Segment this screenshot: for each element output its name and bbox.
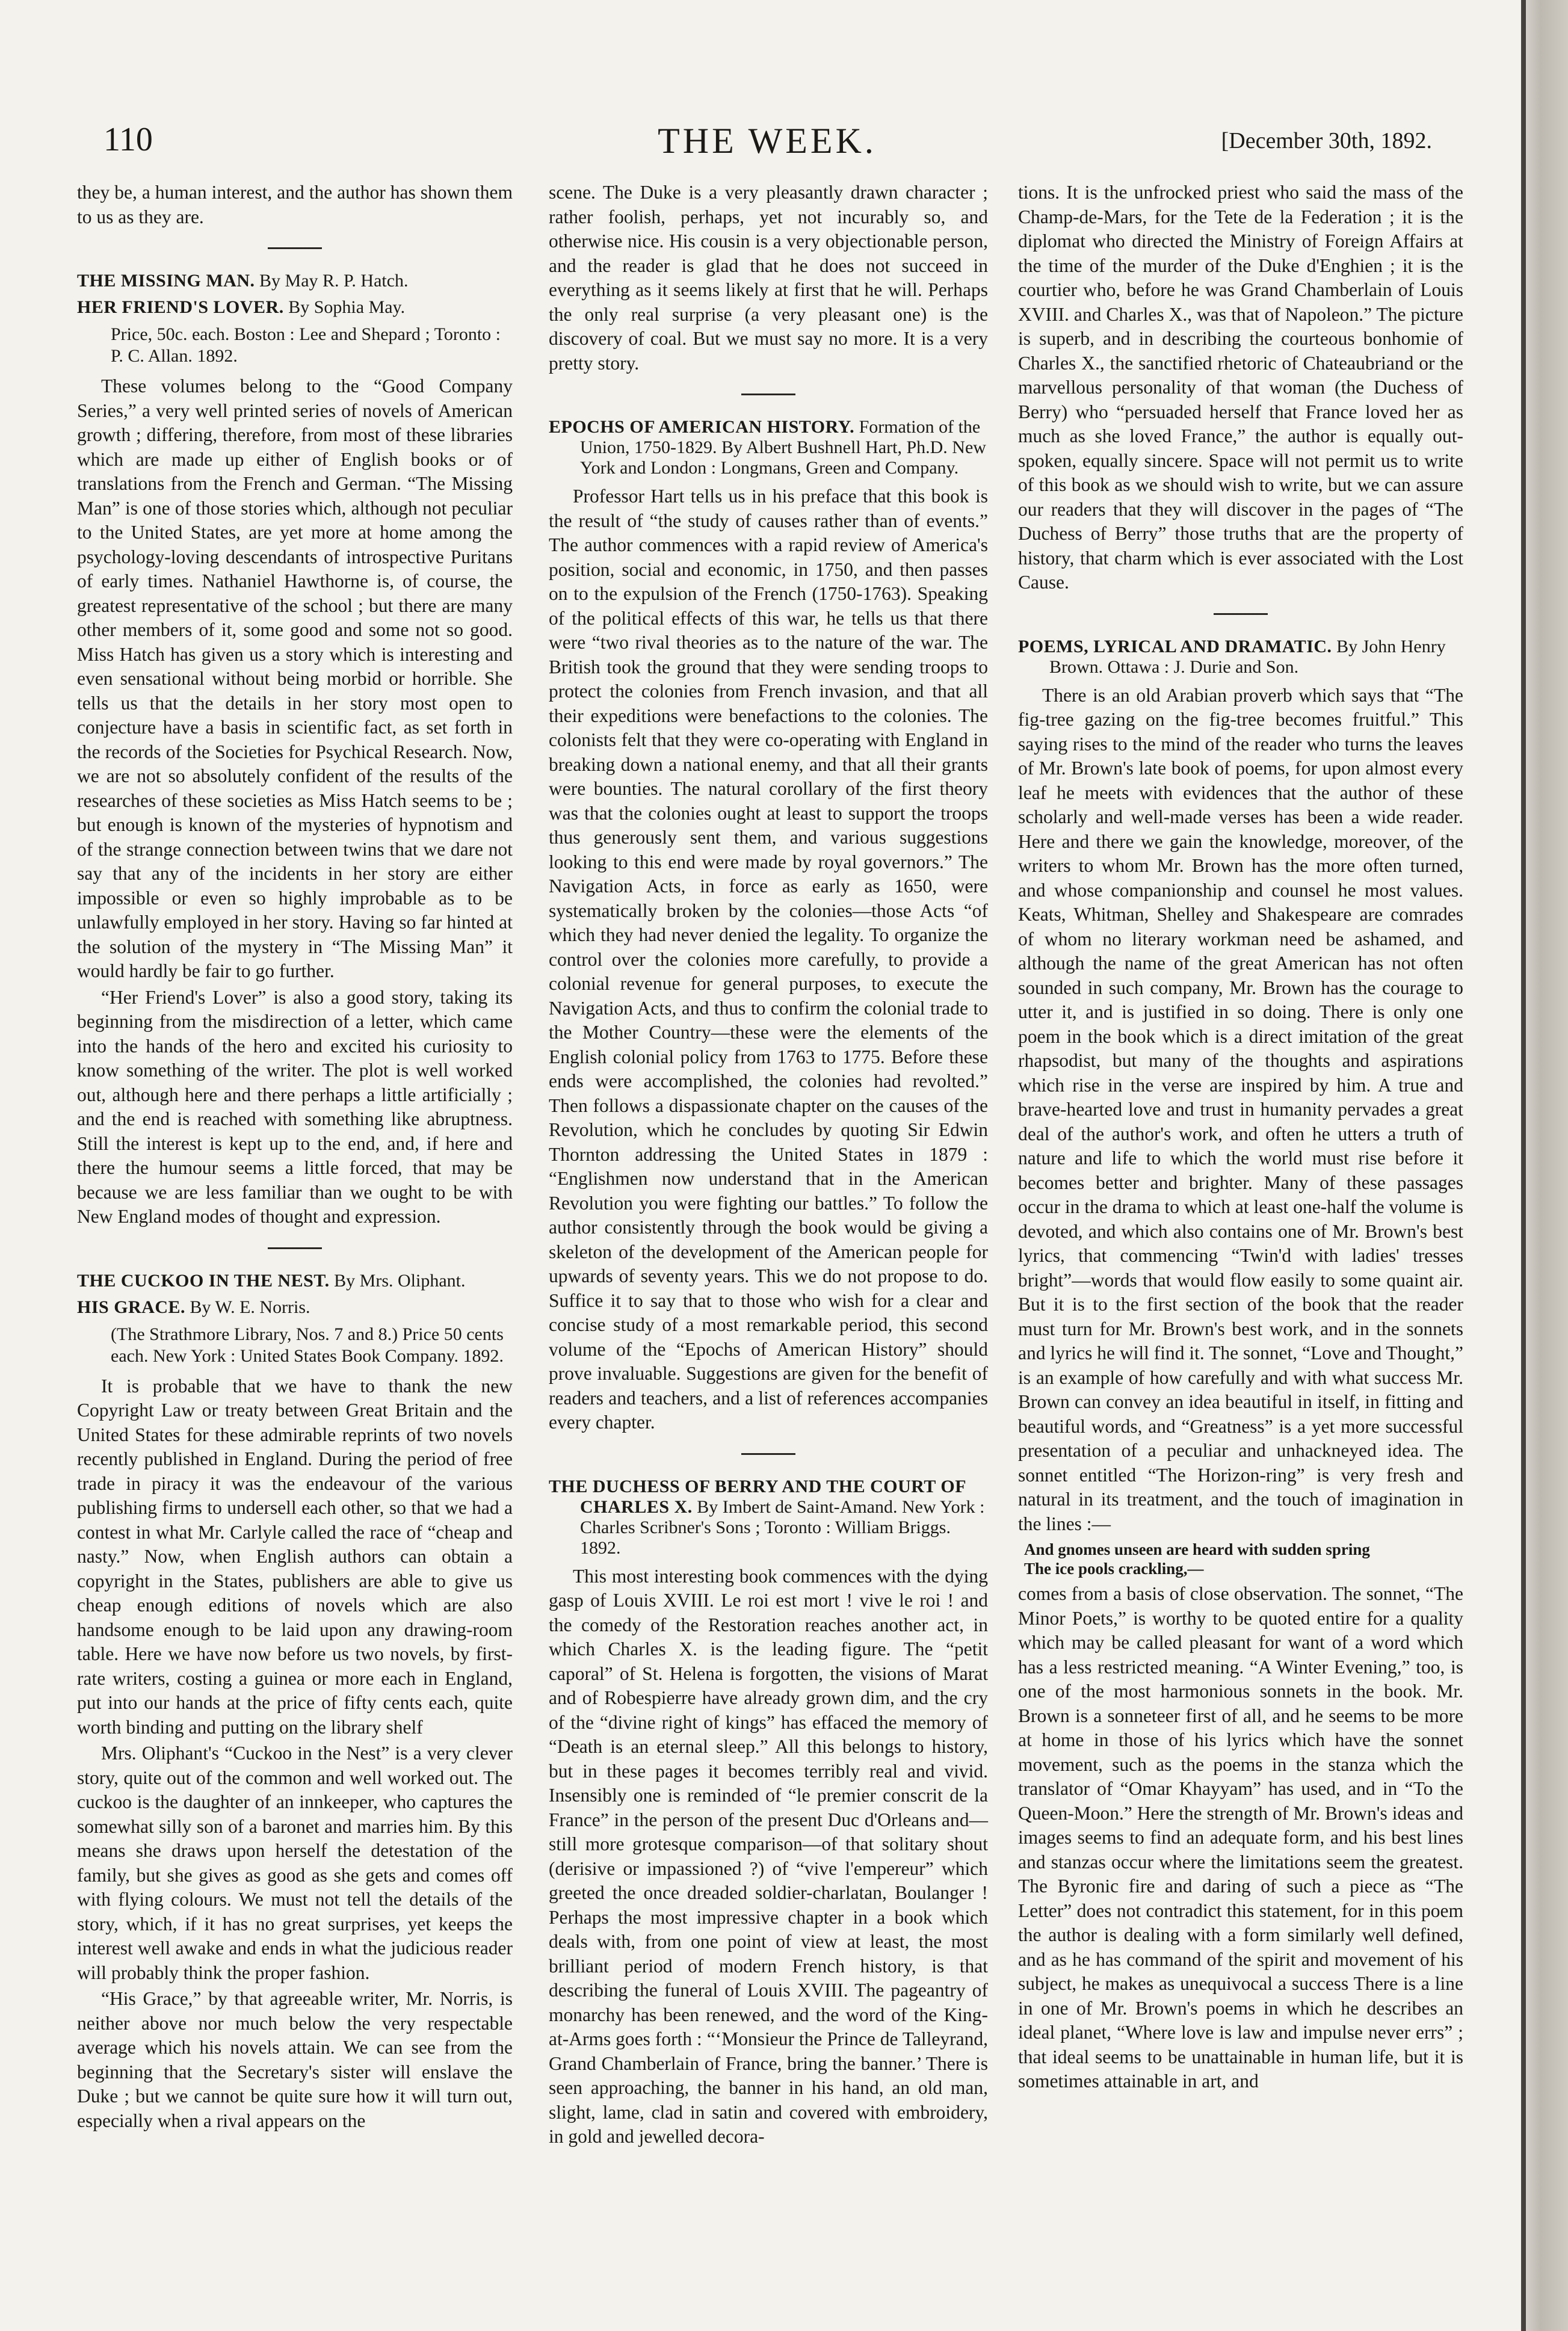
book-author: By Sophia May. bbox=[288, 297, 406, 317]
journal-title: THE WEEK. bbox=[658, 121, 877, 161]
book-title: POEMS, LYRICAL AND DRAMATIC. bbox=[1018, 636, 1332, 656]
column-left bbox=[77, 181, 513, 2135]
book-title: HER FRIEND'S LOVER. bbox=[77, 297, 284, 317]
paragraph: These volumes belong to the “Good Company Series,” a very well printed series of novels of American growth ; differing, therefore, from most of these libraries which are made up either of English books or of translations from the French and German. “The Missing Man” is one of those stories which, although not peculiar to the United States, are yet more at home among the psychology-loving descendants of introspective Puritans of early times. Nathaniel Hawthorne is, of course, the greatest representative of the school ; but there are many other members of it, some good and some not so good. Miss Hatch has given us a story which is interesting and even sensational without being morbid or horrible. She tells us that the details in her story most open to conjecture have a basis in scientific fact, as set forth in the records of the Societies for Psychical Research. Now, we are not so absolutely confident of the results of the researches of these societies as Miss Hatch seems to be ; but enough is known of the mysteries of hypnotism and of the strange connection between twins that we dare not say that any of the incidents in her story are either impossible or even so highly improbable as to be unlawfully employed in her story. Having so far hinted at the solution of the mystery in “The Missing Man” it would hardly be fair to go further. bbox=[77, 375, 513, 981]
paragraph: It is probable that we have to thank the new Copyright Law or treaty between Great Britain and the United States for these admirable reprints of two novels recently published in England. During the period of free trade in piracy it was the endeavour of the various publishing firms to undersell each other, so that we had a contest in what Mr. Carlyle called the race of “cheap and nasty.” Now, when English authors can obtain a copyright in the States, publishers are able to give us cheap enough editions of novels which are also handsome enough to be laid upon any drawing-room table. Here we have now before us two novels, by first-rate writers, costing a guinea or more each in England, put into our hands at the price of fifty cents each, quite worth binding and putting on the library shelf bbox=[77, 1375, 513, 1738]
review-heading bbox=[77, 271, 513, 291]
page-header bbox=[102, 120, 1432, 168]
adjacent-page-gutter bbox=[1522, 0, 1568, 2331]
paragraph: Professor Hart tells us in his preface that this book is the result of “the study of causes rather than of events.” The author commences with a rapid review of America's position, social and economic, in 1750, and then passes on to the expulsion of the French (1750-1763). Speaking of the political effects of this war, he tells us that there were “two rival theories as to the nature of the war. The British took the ground that they were sending troops to protect the colonies from French invasion, and that all their expeditions were benefactions to the colonies. The colonists felt that they were co-operating with England in breaking down a national enemy, and that all their grants were bounties. The natural corollary of the first theory was that the colonies ought at least to support the troops thus generously sent them, and various suggestions looking to this end were made by royal governors.” The Navigation Acts, in force as early as 1650, were systematically broken by the colonies—those Acts “of which they had never denied the legality. To organize the control over the colonies more carefully, to provide a colonial revenue for general purposes, to execute the Navigation Acts, and thus to confirm the colonial trade to the Mother Country—these were the elements of the English colonial policy from 1763 to 1775. Before these ends were accomplished, the colonies had revolted.” Then follows a dispassionate chapter on the causes of the Revolution, which he concludes by quoting Sir Edwin Thornton addressing the United States in 1879 : “Englishmen now understand that in the American Revolution you were fighting our battles.” To follow the author consistently through the book would be giving a skeleton of the development of the American people for upwards of seventy years. This we do not propose to do. Suffice it to say that to those who wish for a clear and concise study of a most remarkable period, this second volume of the “Epochs of American History” should prove invaluable. Suggestions are given for the benefit of readers and teachers, and a list of references accompanies every chapter. bbox=[549, 486, 988, 1433]
paragraph: tions. It is the unfrocked priest who said the mass of the Champ-de-Mars, for the Tete de la Federation ; it is the diplomat who directed the Ministry of Foreign Affairs at the time of the murder of the Duke d'Enghien ; it is the courtier who, before he was Grand Chamberlain of Louis XVIII. and Charles X., was that of Napoleon.” The picture is superb, and in describing the courteous bonhomie of Charles X., the sanctified rhetoric of Chateaubriand or the marvellous personality of that woman (the Duchess of Berry) who “persuaded herself that France loved her as much as she loved France,” the author is equally out-spoken, equally sincere. Space will not permit us to write of this book as we should wish to write, but we can assure our readers that they will discover in the pages of “The Duchess of Berry” those truths that are the property of history, that charm which is ever associated with the Lost Cause. bbox=[1018, 182, 1463, 593]
book-author: By W. E. Norris. bbox=[190, 1297, 310, 1317]
poem-quote bbox=[1024, 1540, 1463, 1578]
paragraph: There is an old Arabian proverb which says that “The fig-tree gazing on the fig-tree becomes fruitful.” This saying rises to the mind of the reader who turns the leaves of Mr. Brown's late book of poems, for upon almost every leaf he meets with evidences that the author of these scholarly and well-made verses has been a wide reader. Here and there we gain the knowledge, moreover, of the writers to whom Mr. Brown has the more often turned, and whose companionship and counsel he most values. Keats, Whitman, Shelley and Shakespeare are comrades of whom no literary workman need be ashamed, and although the name of the great American has not often sounded in such company, Mr. Brown has the courage to utter it, and is justified in so doing. There is only one poem in the book which is a direct imitation of the great rhapsodist, but many of the thoughts and aspirations which rise in the verse are inspired by him. A true and brave-hearted love and trust in humanity pervades a great deal of the author's work, and often he utters a truth of nature and life to which the world must rise before it becomes better and brighter. Many of these passages occur in the drama to which at least one-half the volume is devoted, and which also contains one of Mr. Brown's best lyrics, that commencing “Twin'd with ladies' tresses bright”—words that would flow easily to some quaint air. But it is to the first section of the book that the reader must turn for Mr. Brown's best work, and in the sonnets and lyrics he will find it. The sonnet, “Love and Thought,” is an example of how carefully and with what success Mr. Brown can convey an idea beautiful in itself, in fitting and beautiful words, and “Greatness” is a yet more successful presentation of a peculiar and unhackneyed idea. The sonnet entitled “The Horizon-ring” is very fresh and natural in its treatment, and the touch of imagination in the lines :— bbox=[1018, 684, 1463, 1534]
review-heading bbox=[1018, 637, 1463, 678]
section-rule bbox=[741, 1453, 795, 1455]
review-heading bbox=[77, 1271, 513, 1291]
book-title: THE CUCKOO IN THE NEST. bbox=[77, 1270, 330, 1291]
quote-line: And gnomes unseen are heard with sudden spring bbox=[1024, 1540, 1370, 1558]
book-title: THE DUCHESS OF BERRY AND THE COURT OF CHARLES X. bbox=[549, 1476, 966, 1517]
paragraph: “Her Friend's Lover” is also a good story, taking its beginning from the misdirection of a letter, which came into the hands of the hero and excited his curiosity to know something of the writer. The plot is well worked out, although here and there perhaps a little artificially ; and the end is reached with something like abruptness. Still the interest is kept up to the end, and, if here and there the humour seems a little forced, that may be because we are less familiar than we ought to be with New England modes of thought and expression. bbox=[77, 986, 513, 1227]
review-heading bbox=[77, 1297, 513, 1318]
column-middle bbox=[549, 181, 988, 2151]
publication-details: By Imbert de Saint-Amand. New York : Charles Scribner's Sons ; Toronto : William Briggs. 1892. bbox=[580, 1496, 985, 1558]
book-title: THE MISSING MAN. bbox=[77, 271, 255, 291]
page-fold-edge bbox=[1521, 0, 1526, 2331]
review-heading bbox=[549, 1477, 988, 1558]
paragraph: Mrs. Oliphant's “Cuckoo in the Nest” is a very clever story, quite out of the common and well worked out. The cuckoo is the daughter of an innkeeper, who captures the somewhat silly son of a baronet and marries him. By this means she draws upon herself the detestation of the family, but she gives as good as she gets and comes off with flying colours. We must not tell the details of the story, which, if it has no great surprises, yet keeps the interest well awake and ends in what the judicious reader will probably think the proper fashion. bbox=[77, 1743, 513, 1983]
book-title: HIS GRACE. bbox=[77, 1297, 186, 1317]
book-title: EPOCHS OF AMERICAN HISTORY. bbox=[549, 417, 855, 437]
paragraph: “His Grace,” by that agreeable writer, Mr. Norris, is neither above nor much below the very respectable average which his novels attain. We can see from the beginning that the Secretary's sister will enslave the Duke ; but we cannot be quite sure how it will turn out, especially when a rival appears on the bbox=[77, 1988, 513, 2131]
review-heading bbox=[77, 297, 513, 318]
paragraph: This most interesting book commences with the dying gasp of Louis XVIII. Le roi est mort ! vive le roi ! and the comedy of the Restoration reaches another act, in which Charles X. is the leading figure. The “petit caporal” of St. Helena is forgotten, the visions of Marat and of Robespierre have already grown dim, and the cry of the “divine right of kings” has effaced the memory of “Death is an eternal sleep.” All this belongs to history, but in these pages it becomes terribly real and vivid. Insensibly one is reminded of “le premier conscrit de la France” in the person of the present Duc d'Orleans and—still more grotesque comparison—of that solitary shout (derisive or impassioned ?) of “vive l'empereur” which greeted the once dreaded soldier-charlatan, Boulanger ! Perhaps the most impressive chapter in a book which deals with, from one point of view at least, the most brilliant period of modern French history, is that describing the funeral of Louis XVIII. The pageantry of monarchy has been renewed, and the word of the King-at-Arms goes forth : “‘Monsieur the Prince de Talleyrand, Grand Chamberlain of France, bring the banner.’ There is seen approaching, the banner in his hand, an old man, slight, lame, clad in satin and covered with embroidery, in gold and jewelled decora- bbox=[549, 1565, 988, 2147]
review-heading bbox=[549, 417, 988, 478]
paragraph: scene. The Duke is a very pleasantly drawn character ; rather foolish, perhaps, yet not incurably so, and otherwise nice. His cousin is a very objectionable person, and the reader is glad that he does not succeed in everything as it seems likely at first that he will. Perhaps the only real surprise (a very pleasant one) is the discovery of coal. But we must say no more. It is a very pretty story. bbox=[549, 182, 988, 374]
book-author: By Mrs. Oliphant. bbox=[334, 1270, 466, 1291]
quote-line: The ice pools crackling,— bbox=[1024, 1560, 1204, 1578]
issue-date: [December 30th, 1892. bbox=[1221, 128, 1432, 153]
publication-details: Formation of the Union, 1750-1829. By Albert Bushnell Hart, Ph.D. New York and London : Longmans, Green and Company. bbox=[580, 417, 986, 478]
publication-details: Price, 50c. each. Boston : Lee and Shepard ; Toronto : P. C. Allan. 1892. bbox=[111, 324, 501, 366]
section-rule bbox=[268, 1247, 322, 1249]
section-rule bbox=[741, 394, 795, 395]
publication-details: (The Strathmore Library, Nos. 7 and 8.) Price 50 cents each. New York : United States Book Company. 1892. bbox=[111, 1324, 504, 1366]
section-rule bbox=[268, 247, 322, 249]
column-right bbox=[1018, 181, 1463, 2096]
book-author: By May R. P. Hatch. bbox=[259, 271, 409, 291]
publication-details: By John Henry Brown. Ottawa : J. Durie and Son. bbox=[1049, 636, 1446, 677]
paragraph: they be, a human interest, and the author has shown them to us as they are. bbox=[77, 182, 513, 227]
paragraph: comes from a basis of close observation. The sonnet, “The Minor Poets,” is worthy to be quoted entire for a quality which may be called pleasant for want of a word which has a less restricted meaning. “A Winter Evening,” too, is one of the most harmonious sonnets in the book. Mr. Brown is a sonneteer first of all, and he seems to be more at home in those of his lyrics which have the sonnet movement, such as the poems in the stanza which the translator of “Omar Khayyam” has used, and in “To the Queen-Moon.” Here the strength of Mr. Brown's ideas and images seems to find an adequate form, and his best lines and stanzas occur where the limitations seem the greatest. The Byronic fire and daring of such a piece as “The Letter” does not contradict this statement, for in this poem the author is dealing with a form similarly well defined, and as he has command of the spirit and movement of his subject, he makes as unequivocal a success There is a line in one of Mr. Brown's poems in which he describes an ideal planet, “Where love is law and impulse never errs” ; that ideal seems to be unattainable in human life, but it is sometimes attainable in art, and bbox=[1018, 1583, 1463, 2092]
page-number: 110 bbox=[103, 121, 153, 158]
section-rule bbox=[1214, 613, 1268, 615]
